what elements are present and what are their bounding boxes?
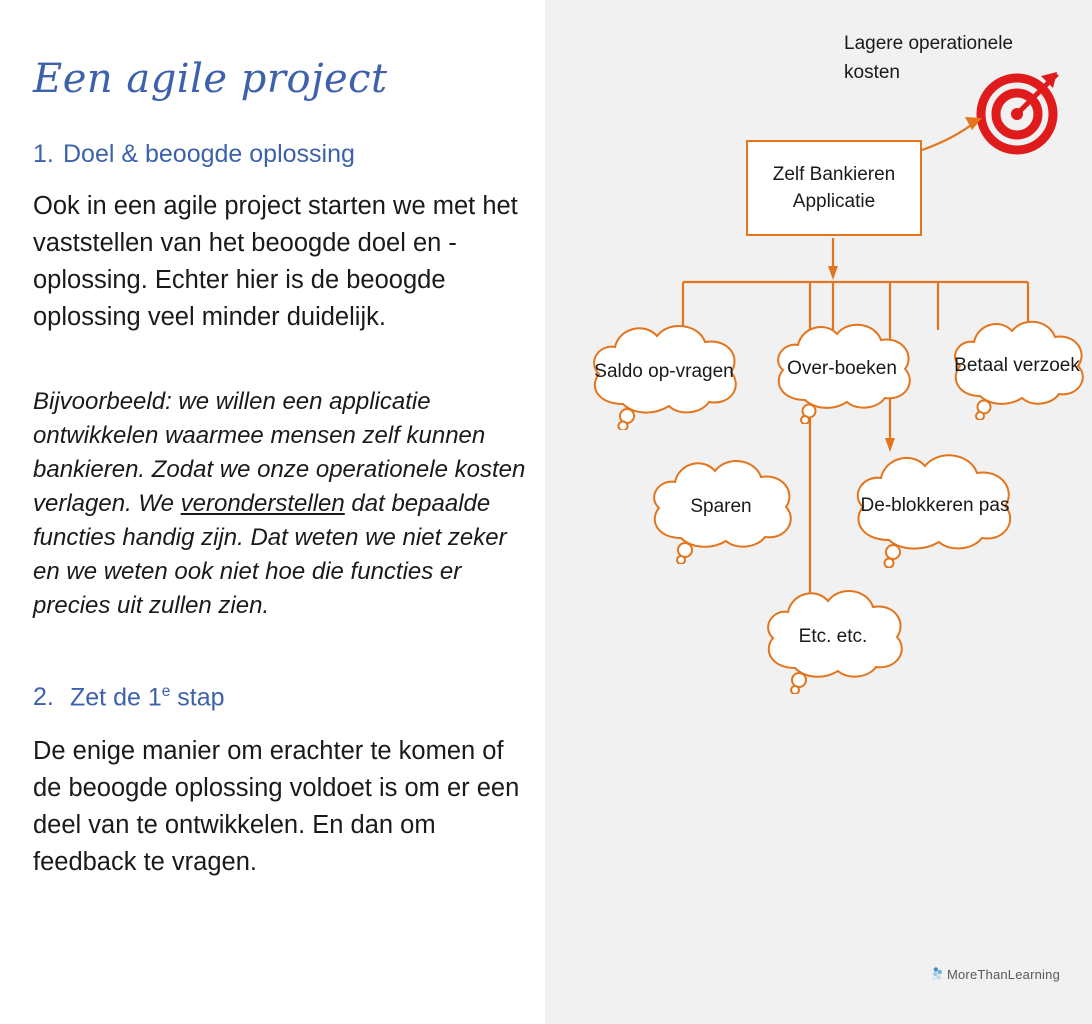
paragraph-2-part1: Bijvoorbeeld: we willen een applicatie ontwikkelen waarmee mensen zelf kunnen bankieren. Zodat we onze operationele kosten verlagen. We <box>33 388 526 517</box>
logo-text: MoreThanLearning <box>946 966 1060 982</box>
cloud-label: Over-boeken <box>787 357 897 379</box>
target-icon <box>975 66 1065 156</box>
heading-2-label-before: Zet de 1 <box>70 683 162 712</box>
cloud-overboeken <box>767 312 917 424</box>
heading-zet-de-1e-stap <box>33 683 225 712</box>
heading-2-superscript: e <box>161 683 171 700</box>
heading-2-label-after: stap <box>170 683 225 712</box>
logo <box>930 958 1060 990</box>
paragraph-1: Ook in een agile project starten we met het vaststellen van het beoogde doel en - oplossing. Echter hier is de beoogde oplossing veel minder duidelijk. <box>33 192 518 331</box>
paragraph-2-underlined: veronderstellen <box>180 490 345 517</box>
cloud-sparen <box>643 448 799 564</box>
paragraph-2 <box>33 385 538 623</box>
goal-label: Lagere operationele kosten <box>844 33 1014 83</box>
cloud-betaal-verzoek <box>944 310 1090 420</box>
paragraph-3: De enige manier om erachter te komen of de beoogde oplossing voldoet is om er een deel van te ontwikkelen. En dan om feedback te vragen. <box>33 737 520 876</box>
cloud-saldo-opvragen <box>583 312 745 430</box>
cloud-label: Sparen <box>690 495 752 517</box>
heading-1-number: 1. <box>33 140 54 168</box>
cloud-label: De-blokkeren pas <box>860 494 1010 516</box>
logo-mark-icon <box>930 961 947 987</box>
cloud-label: Etc. etc. <box>798 625 868 647</box>
heading-doel-beoogde-oplossing <box>33 140 355 169</box>
left-content-pane <box>0 0 545 1024</box>
app-box: Zelf Bankieren Applicatie <box>746 140 922 236</box>
cloud-deblokkeren-pas <box>845 442 1025 568</box>
paragraph-2-part2: dat bepaalde functies handig zijn. Dat weten we niet zeker en we weten ook niet hoe die functies er precies uit zullen zien. <box>33 490 507 619</box>
heading-1-label: Doel & beoogde oplossing <box>63 140 355 168</box>
heading-2-number: 2. <box>33 683 54 712</box>
cloud-etc-etc <box>757 578 909 694</box>
page-title: Een agile project <box>33 56 388 102</box>
cloud-label: Saldo op-vragen <box>594 360 734 382</box>
cloud-label: Betaal verzoek <box>954 354 1080 376</box>
